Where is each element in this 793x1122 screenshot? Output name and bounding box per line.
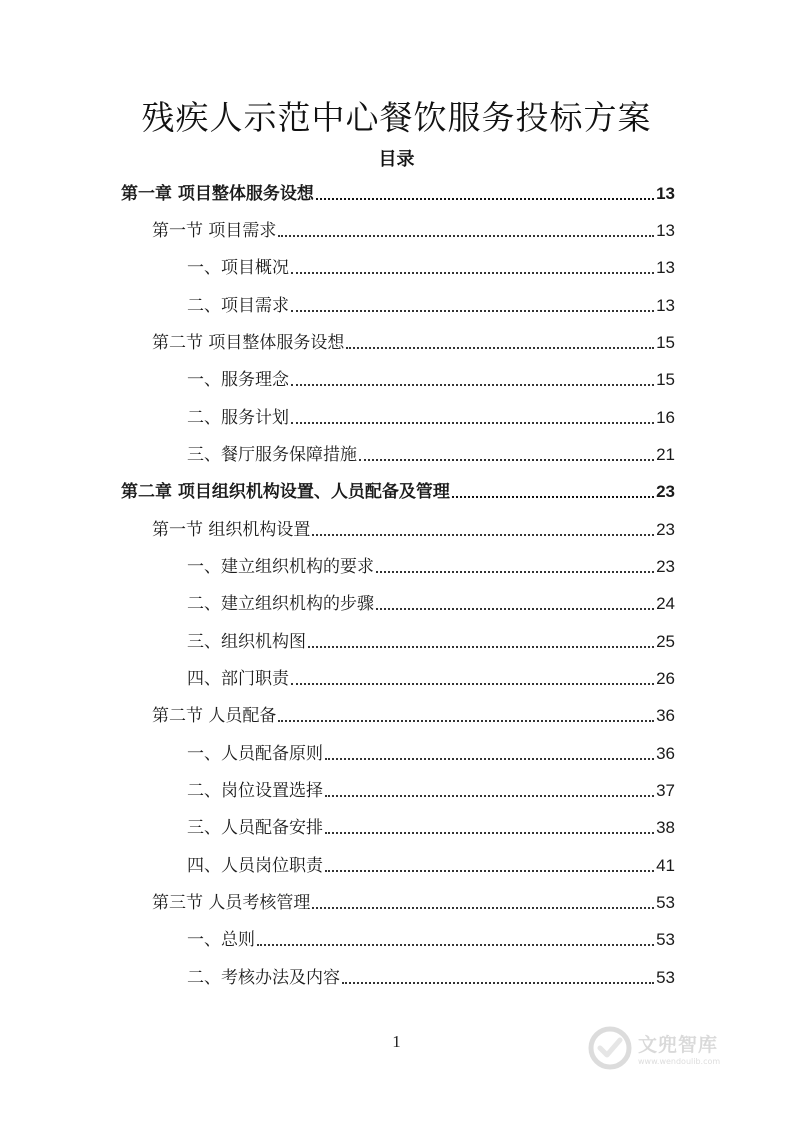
toc-entry-label: 二、建立组织机构的步骤: [187, 594, 374, 614]
toc-entry-label: 第三节 人员考核管理: [152, 893, 311, 913]
toc-entry-page: 24: [656, 594, 675, 613]
toc-entry-page: 38: [656, 818, 675, 837]
toc-entry-label: 第二节 项目整体服务设想: [152, 333, 345, 353]
toc-heading: 目录: [378, 149, 415, 170]
wendou-logo-icon: [588, 1026, 632, 1070]
toc-leader: [291, 683, 654, 685]
toc-entry-page: 41: [656, 856, 675, 875]
toc-entry-label: 一、服务理念: [187, 370, 289, 390]
toc-entry-page: 13: [656, 221, 675, 240]
toc-entry[interactable]: [121, 182, 675, 206]
toc-leader: [376, 571, 654, 573]
toc-leader: [291, 384, 654, 386]
toc-entry-label: 第一节 项目需求: [152, 221, 277, 241]
toc-entry[interactable]: [187, 555, 675, 579]
toc-entry-page: 26: [656, 669, 675, 688]
toc-leader: [308, 646, 654, 648]
toc-leader: [325, 870, 654, 872]
document-title: 残疾人示范中心餐饮服务投标方案: [141, 98, 652, 137]
toc-entry[interactable]: [187, 854, 675, 878]
toc-entry[interactable]: [152, 704, 675, 728]
toc-entry[interactable]: [187, 966, 675, 990]
page-number: 1: [392, 1032, 401, 1051]
watermark: [588, 1022, 758, 1074]
watermark-url: www.wendoulib.com: [638, 1057, 721, 1066]
toc-entry-page: 13: [656, 184, 675, 203]
toc-entry-label: 二、岗位设置选择: [187, 781, 323, 801]
toc-entry-page: 23: [656, 482, 675, 501]
toc-leader: [325, 795, 654, 797]
toc-leader: [257, 944, 654, 946]
toc-entry[interactable]: [187, 630, 675, 654]
toc-entry[interactable]: [187, 406, 675, 430]
toc-leader: [325, 758, 654, 760]
watermark-name: 文兜智库: [638, 1034, 719, 1056]
toc-entry[interactable]: [187, 368, 675, 392]
toc-entry-label: 三、餐厅服务保障措施: [187, 445, 357, 465]
toc-entry[interactable]: [187, 294, 675, 318]
toc-entry[interactable]: [187, 779, 675, 803]
toc-leader: [312, 907, 654, 909]
toc-entry[interactable]: [187, 256, 675, 280]
toc-leader: [291, 310, 654, 312]
toc-entry-label: 四、部门职责: [187, 669, 289, 689]
toc-entry-label: 二、服务计划: [187, 408, 289, 428]
toc-entry-label: 一、总则: [187, 930, 255, 950]
toc-entry-label: 第二节 人员配备: [152, 706, 277, 726]
toc-entry[interactable]: [187, 667, 675, 691]
toc-entry[interactable]: [187, 592, 675, 616]
toc-leader: [342, 982, 654, 984]
toc-leader: [452, 496, 654, 498]
toc-entry-label: 第二章 项目组织机构设置、人员配备及管理: [121, 482, 450, 502]
toc-leader: [278, 720, 654, 722]
toc-leader: [316, 198, 654, 200]
toc-entry[interactable]: [121, 480, 675, 504]
toc-entry[interactable]: [152, 331, 675, 355]
toc-entry-label: 二、考核办法及内容: [187, 968, 340, 988]
toc-entry[interactable]: [152, 891, 675, 915]
toc-entry-label: 一、建立组织机构的要求: [187, 557, 374, 577]
toc-entry-page: 25: [656, 632, 675, 651]
toc-entry-page: 37: [656, 781, 675, 800]
toc-entry-label: 第一章 项目整体服务设想: [121, 184, 314, 204]
toc-leader: [359, 459, 654, 461]
toc-entry-page: 13: [656, 258, 675, 277]
toc-entry[interactable]: [187, 443, 675, 467]
toc-entry-page: 21: [656, 445, 675, 464]
toc-entry-page: 15: [656, 370, 675, 389]
toc-entry-page: 23: [656, 557, 675, 576]
toc-leader: [291, 422, 654, 424]
toc-entry-page: 23: [656, 520, 675, 539]
toc-entry-label: 第一节 组织机构设置: [152, 520, 311, 540]
toc-entry-label: 一、人员配备原则: [187, 744, 323, 764]
toc-leader: [291, 272, 654, 274]
toc-entry-page: 53: [656, 893, 675, 912]
toc-leader: [325, 832, 654, 834]
toc-entry-page: 36: [656, 744, 675, 763]
toc-entry-page: 36: [656, 706, 675, 725]
toc-entry[interactable]: [187, 928, 675, 952]
toc-entry[interactable]: [187, 816, 675, 840]
toc-entry-label: 四、人员岗位职责: [187, 856, 323, 876]
toc-leader: [278, 235, 654, 237]
toc-entry-label: 三、组织机构图: [187, 632, 306, 652]
toc-entry-page: 53: [656, 930, 675, 949]
toc-entry[interactable]: [187, 742, 675, 766]
toc-entry[interactable]: [152, 219, 675, 243]
toc-entry[interactable]: [152, 518, 675, 542]
toc-leader: [376, 608, 654, 610]
toc-entry-page: 15: [656, 333, 675, 352]
toc-entry-page: 13: [656, 296, 675, 315]
toc-entry-label: 三、人员配备安排: [187, 818, 323, 838]
toc-entry-page: 16: [656, 408, 675, 427]
toc-entry-label: 二、项目需求: [187, 296, 289, 316]
toc-leader: [346, 347, 654, 349]
toc-entry-label: 一、项目概况: [187, 258, 289, 278]
toc-leader: [312, 534, 654, 536]
toc-entry-page: 53: [656, 968, 675, 987]
